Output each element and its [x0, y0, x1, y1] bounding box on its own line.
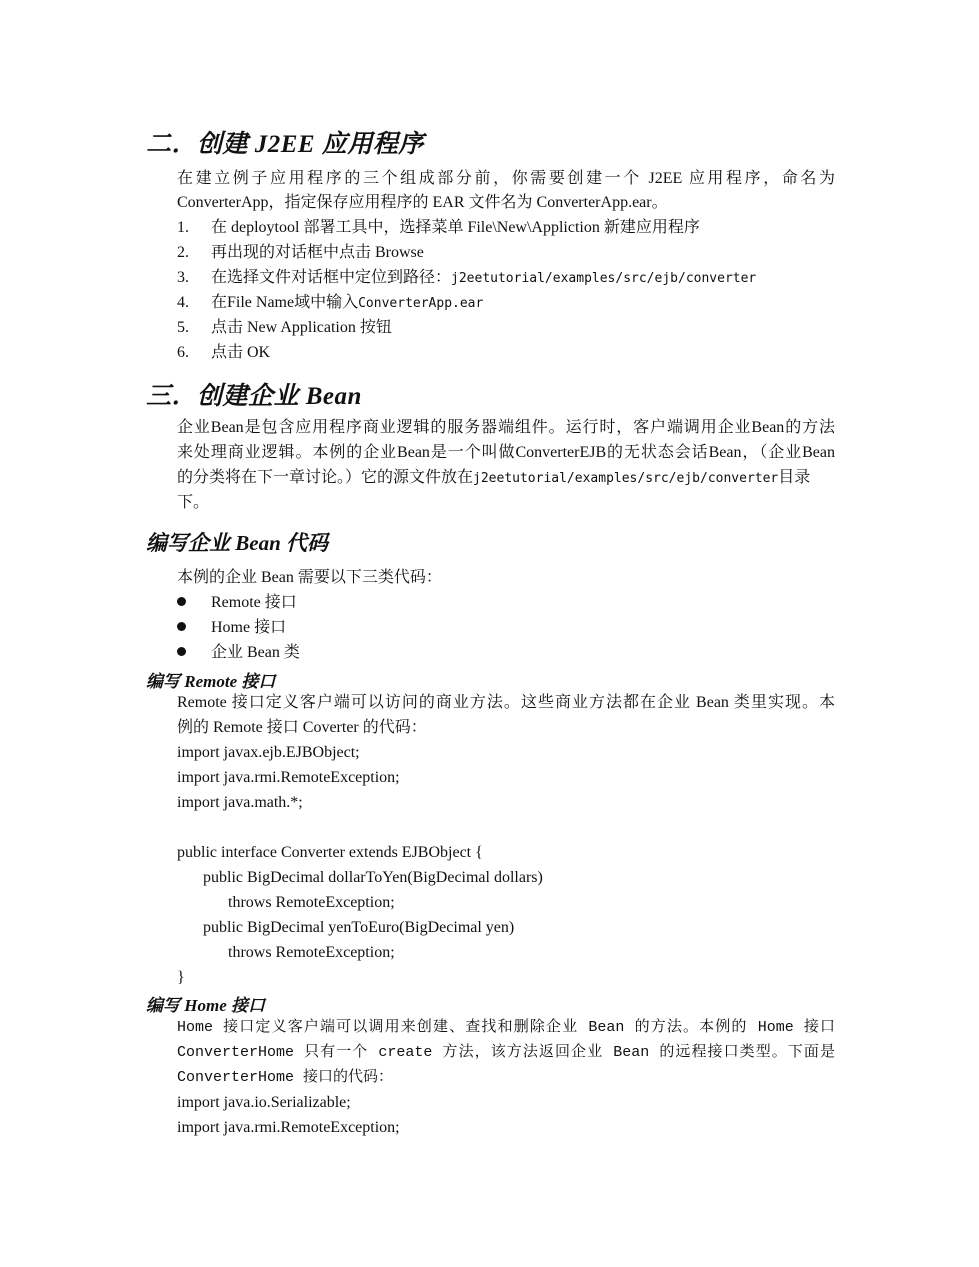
code-line: public BigDecimal yenToEuro(BigDecimal yen)	[203, 919, 515, 936]
section-3-heading: 三．创建企业 Bean	[146, 383, 362, 410]
remote-desc-line-1: Remote 接口定义客户端可以访问的商业方法。这些商业方法都在企业 Bean 类里实现。本	[177, 694, 835, 711]
step-4: 4. 在File Name域中输入ConverterApp.ear	[177, 294, 484, 311]
code-line: import javax.ejb.EJBObject;	[177, 744, 360, 761]
bullet-icon	[177, 597, 186, 606]
code-line: public BigDecimal dollarToYen(BigDecimal dollars)	[203, 869, 543, 886]
code-line: throws RemoteException;	[228, 944, 395, 961]
code-line: import java.rmi.RemoteException;	[177, 1119, 400, 1136]
bullet-item: Remote 接口	[177, 593, 297, 613]
section-3-para-line-1: 企业Bean是包含应用程序商业逻辑的服务器端组件。运行时，客户端调用企业Bean的方法	[177, 419, 835, 436]
home-heading: 编写 Home 接口	[146, 996, 265, 1015]
code-line: }	[177, 969, 185, 986]
bullet-icon	[177, 622, 186, 631]
remote-desc-line-2: 例的 Remote 接口 Coverter 的代码：	[177, 719, 427, 736]
home-desc-line-3: ConverterHome 接口的代码：	[177, 1069, 394, 1086]
bullet-icon	[177, 647, 186, 656]
code-line: public interface Converter extends EJBObject {	[177, 844, 483, 861]
write-bean-heading: 编写企业 Bean 代码	[146, 531, 329, 555]
code-line: import java.math.*;	[177, 794, 303, 811]
section-3-para-line-3: 的分类将在下一章讨论。）它的源文件放在j2eetutorial/examples/src/ejb/converter目录	[177, 469, 811, 486]
code-line: throws RemoteException;	[228, 894, 395, 911]
section-3-para-line-2: 来处理商业逻辑。本例的企业Bean是一个叫做ConverterEJB的无状态会话Bean，（企业Bean	[177, 444, 835, 461]
section-2-intro-line-1: 在建立例子应用程序的三个组成部分前，你需要创建一个 J2EE 应用程序，命名为	[177, 170, 835, 187]
section-2-heading: 二．创建 J2EE 应用程序	[146, 131, 424, 158]
step-3: 3. 在选择文件对话框中定位到路径：j2eetutorial/examples/src/ejb/converter	[177, 269, 757, 286]
bullet-item: 企业 Bean 类	[177, 643, 300, 663]
bullet-item: Home 接口	[177, 618, 286, 638]
code-line: import java.io.Serializable;	[177, 1094, 351, 1111]
home-desc-line-2: ConverterHome 只有一个 create 方法，该方法返回企业 Bean 的远程接口类型。下面是	[177, 1044, 835, 1061]
remote-heading: 编写 Remote 接口	[146, 672, 276, 691]
home-desc-line-1: Home 接口定义客户端可以调用来创建、查找和删除企业 Bean 的方法。本例的 Home 接口	[177, 1019, 835, 1036]
step-5: 5. 点击 New Application 按钮	[177, 319, 392, 336]
code-line: import java.rmi.RemoteException;	[177, 769, 400, 786]
step-1: 1. 在 deploytool 部署工具中，选择菜单 File\New\Appliction 新建应用程序	[177, 219, 700, 236]
step-2: 2. 再出现的对话框中点击 Browse	[177, 244, 424, 261]
section-3-para-line-4: 下。	[177, 494, 210, 511]
filename-code: ConverterApp.ear	[358, 296, 484, 311]
section-2-intro-line-2: ConverterApp，指定保存应用程序的 EAR 文件名为 ConverterApp.ear。	[177, 194, 668, 211]
step-6: 6. 点击 OK	[177, 344, 271, 361]
path-code: j2eetutorial/examples/src/ejb/converter	[451, 271, 757, 286]
write-bean-intro: 本例的企业 Bean 需要以下三类代码：	[177, 569, 442, 586]
